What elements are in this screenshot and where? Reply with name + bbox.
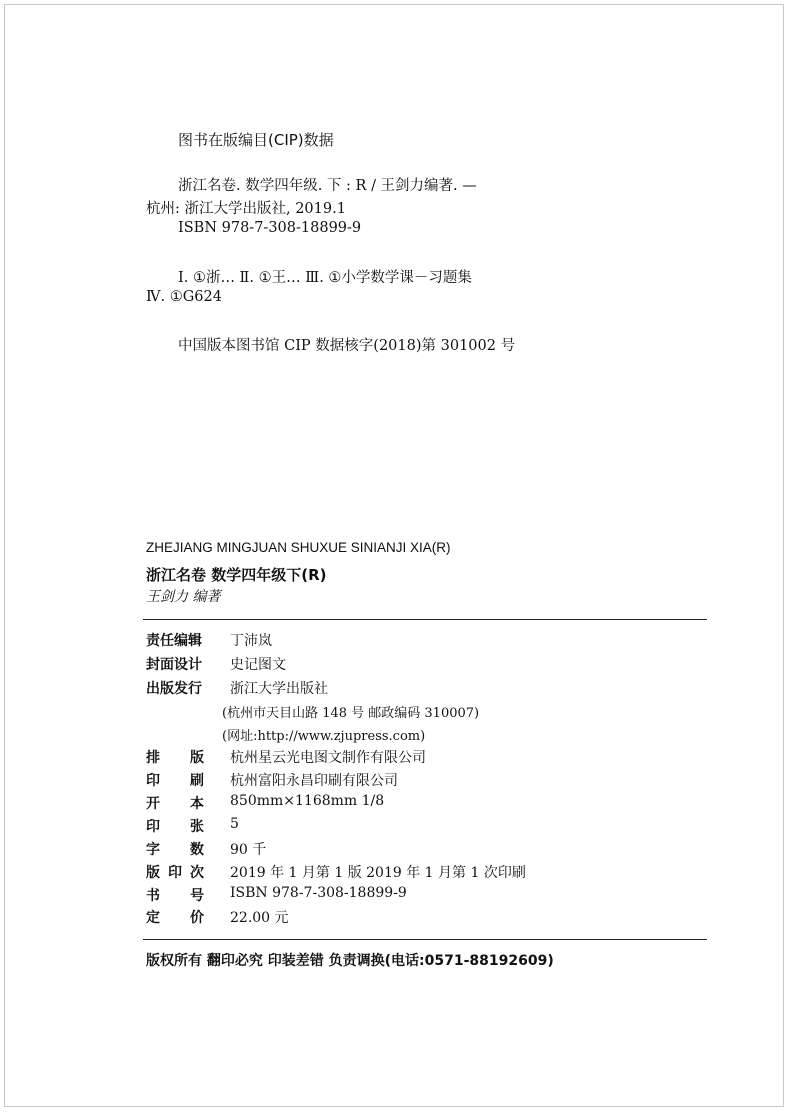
value-editor: 丁沛岚 <box>230 633 272 649</box>
label-format: 开 本 <box>146 796 204 812</box>
label-isbn: 书 号 <box>146 888 204 904</box>
cip-title: 图书在版编目(CIP)数据 <box>178 131 334 149</box>
label-cover-design: 封面设计 <box>146 657 202 673</box>
value-word-count: 90 千 <box>230 842 267 858</box>
value-publisher: 浙江大学出版社 <box>230 681 328 697</box>
bottom-divider <box>143 939 707 940</box>
value-cover-design: 史记图文 <box>230 657 286 673</box>
label-typesetting: 排 版 <box>146 750 204 766</box>
publisher-website: (网址:http://www.zjupress.com) <box>222 729 426 744</box>
label-publisher: 出版发行 <box>146 681 202 697</box>
value-sheets: 5 <box>230 816 239 832</box>
label-editor: 责任编辑 <box>146 633 202 649</box>
cip-line-5: Ⅳ. ①G624 <box>146 289 222 305</box>
cip-line-6: 中国版本图书馆 CIP 数据核字(2018)第 301002 号 <box>178 338 516 354</box>
label-sheets: 印 张 <box>146 819 204 835</box>
value-format: 850mm×1168mm 1/8 <box>230 793 385 809</box>
cip-line-2: 杭州: 浙江大学出版社, 2019.1 <box>146 201 346 217</box>
label-edition: 版 印 次 <box>146 865 204 881</box>
label-price: 定 价 <box>146 910 204 926</box>
cip-line-4: Ⅰ. ①浙… Ⅱ. ①王… Ⅲ. ①小学数学课－习题集 <box>178 270 472 286</box>
value-printing: 杭州富阳永昌印刷有限公司 <box>230 773 398 789</box>
value-typesetting: 杭州星云光电图文制作有限公司 <box>230 750 426 766</box>
cip-line-1: 浙江名卷. 数学四年级. 下 : R / 王剑力编著. — <box>178 178 477 194</box>
book-title: 浙江名卷 数学四年级下(R) <box>146 566 327 584</box>
page-border <box>4 4 784 1107</box>
pinyin-title: ZHEJIANG MINGJUAN SHUXUE SINIANJI XIA(R) <box>146 540 451 555</box>
label-word-count: 字 数 <box>146 842 204 858</box>
book-author: 王剑力 编著 <box>146 589 221 605</box>
copyright-footer: 版权所有 翻印必究 印装差错 负责调换(电话:0571-88192609) <box>146 953 554 969</box>
value-price: 22.00 元 <box>230 910 289 926</box>
cip-line-3: ISBN 978-7-308-18899-9 <box>178 220 362 236</box>
top-divider <box>143 619 707 620</box>
value-isbn: ISBN 978-7-308-18899-9 <box>230 885 407 901</box>
label-printing: 印 刷 <box>146 773 204 789</box>
value-edition: 2019 年 1 月第 1 版 2019 年 1 月第 1 次印刷 <box>230 865 526 881</box>
publisher-address: (杭州市天目山路 148 号 邮政编码 310007) <box>222 706 480 721</box>
